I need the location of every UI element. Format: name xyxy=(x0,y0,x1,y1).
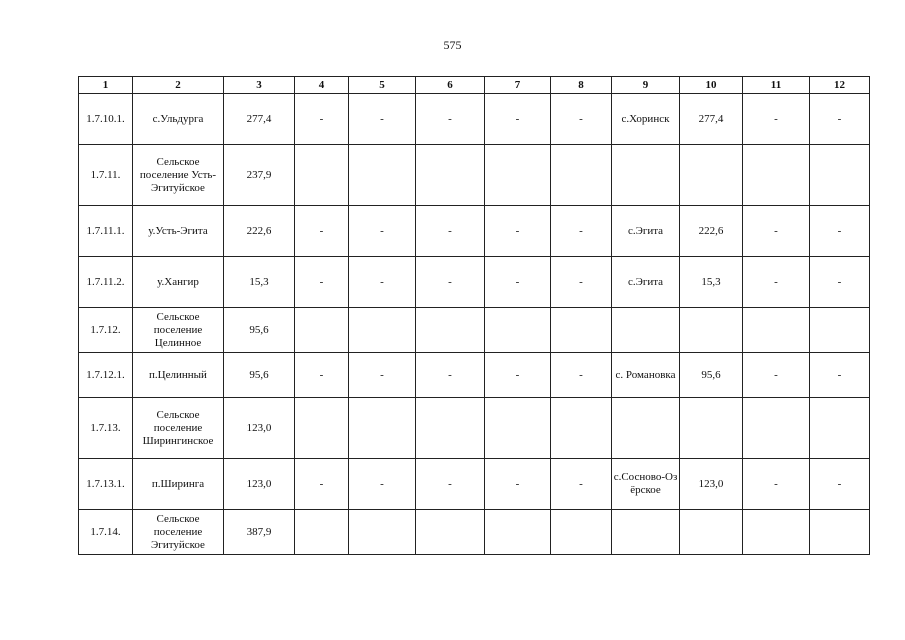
column-header: 12 xyxy=(810,77,870,94)
table-cell: - xyxy=(743,206,810,257)
table-cell xyxy=(416,145,485,206)
table-cell: 222,6 xyxy=(680,206,743,257)
table-cell xyxy=(551,398,612,459)
table-cell xyxy=(743,145,810,206)
table-cell: - xyxy=(295,206,349,257)
table-cell: п.Целинный xyxy=(133,353,224,398)
table-cell: - xyxy=(295,459,349,510)
table-cell xyxy=(680,308,743,353)
table-cell: 123,0 xyxy=(224,459,295,510)
table-cell: - xyxy=(743,257,810,308)
table-cell: - xyxy=(349,94,416,145)
page-number: 575 xyxy=(443,38,462,52)
table-row xyxy=(79,459,870,510)
table-cell xyxy=(295,308,349,353)
table-cell: Сельское поселение Усть-Эгитуйское xyxy=(133,145,224,206)
table-cell xyxy=(612,398,680,459)
column-header: 6 xyxy=(416,77,485,94)
table-cell: 123,0 xyxy=(680,459,743,510)
table-body xyxy=(79,94,870,555)
table-cell: - xyxy=(551,257,612,308)
table-cell: - xyxy=(416,206,485,257)
table-cell: 1.7.11.2. xyxy=(79,257,133,308)
table-cell: Сельское поселение Эгитуйское xyxy=(133,510,224,555)
table-cell xyxy=(349,308,416,353)
table-cell xyxy=(485,308,551,353)
table-cell: - xyxy=(295,353,349,398)
table-row xyxy=(79,145,870,206)
table-cell: - xyxy=(485,257,551,308)
table-cell: - xyxy=(551,94,612,145)
table-cell xyxy=(680,398,743,459)
table-cell xyxy=(743,308,810,353)
table-cell: - xyxy=(349,353,416,398)
table-cell: 95,6 xyxy=(224,353,295,398)
table-cell xyxy=(295,510,349,555)
table-cell: с.Ульдурга xyxy=(133,94,224,145)
table-cell xyxy=(551,145,612,206)
table-cell: - xyxy=(810,206,870,257)
table-cell: 15,3 xyxy=(680,257,743,308)
table-cell: 222,6 xyxy=(224,206,295,257)
table-cell: - xyxy=(485,459,551,510)
table-cell xyxy=(551,308,612,353)
column-header: 4 xyxy=(295,77,349,94)
table-cell xyxy=(743,398,810,459)
table-cell xyxy=(680,145,743,206)
table-cell xyxy=(743,510,810,555)
table-cell: 123,0 xyxy=(224,398,295,459)
column-header: 2 xyxy=(133,77,224,94)
table-row xyxy=(79,398,870,459)
table-cell: с.Сосново-Озёрское xyxy=(612,459,680,510)
table-cell: - xyxy=(485,353,551,398)
table-cell: - xyxy=(485,94,551,145)
table-cell: 1.7.12.1. xyxy=(79,353,133,398)
table-cell: - xyxy=(810,353,870,398)
table-cell: у.Усть-Эгита xyxy=(133,206,224,257)
table-cell: - xyxy=(295,94,349,145)
column-header: 1 xyxy=(79,77,133,94)
column-header: 11 xyxy=(743,77,810,94)
table-cell xyxy=(551,510,612,555)
header-row xyxy=(79,77,870,94)
table-cell: 1.7.11.1. xyxy=(79,206,133,257)
table-cell: 1.7.14. xyxy=(79,510,133,555)
table-cell xyxy=(349,510,416,555)
table-cell: с. Романовка xyxy=(612,353,680,398)
table-cell: - xyxy=(810,459,870,510)
table-cell: - xyxy=(349,257,416,308)
table-row xyxy=(79,257,870,308)
table-cell: - xyxy=(743,94,810,145)
table-cell xyxy=(295,398,349,459)
table-cell xyxy=(416,308,485,353)
table-cell: 387,9 xyxy=(224,510,295,555)
table-cell: 277,4 xyxy=(224,94,295,145)
table-cell: с.Эгита xyxy=(612,206,680,257)
table-cell: 1.7.11. xyxy=(79,145,133,206)
table-cell xyxy=(612,510,680,555)
table-cell: - xyxy=(416,257,485,308)
table-cell: 15,3 xyxy=(224,257,295,308)
table-cell: 237,9 xyxy=(224,145,295,206)
table-cell: 1.7.12. xyxy=(79,308,133,353)
table-cell: 95,6 xyxy=(680,353,743,398)
table-cell: 1.7.13. xyxy=(79,398,133,459)
table-cell: у.Хангир xyxy=(133,257,224,308)
table-cell: - xyxy=(349,459,416,510)
table-cell xyxy=(810,145,870,206)
table-cell: 95,6 xyxy=(224,308,295,353)
column-header: 10 xyxy=(680,77,743,94)
table-cell: - xyxy=(551,206,612,257)
table-cell xyxy=(485,398,551,459)
table-cell xyxy=(416,510,485,555)
table-row xyxy=(79,353,870,398)
table-cell: 1.7.10.1. xyxy=(79,94,133,145)
table-row xyxy=(79,94,870,145)
table-cell xyxy=(810,398,870,459)
table-cell: с.Хоринск xyxy=(612,94,680,145)
table-cell xyxy=(810,308,870,353)
column-header: 5 xyxy=(349,77,416,94)
table-cell: Сельское поселение Целинное xyxy=(133,308,224,353)
table-row xyxy=(79,308,870,353)
table-cell: - xyxy=(810,257,870,308)
table-cell: - xyxy=(295,257,349,308)
table-cell xyxy=(349,145,416,206)
table-cell: - xyxy=(416,459,485,510)
data-table xyxy=(78,76,870,555)
table-cell: - xyxy=(416,353,485,398)
table-cell xyxy=(349,398,416,459)
table-cell: - xyxy=(743,459,810,510)
table-cell xyxy=(680,510,743,555)
table-row xyxy=(79,510,870,555)
table-cell: - xyxy=(551,459,612,510)
table-cell xyxy=(612,308,680,353)
table-cell: п.Ширинга xyxy=(133,459,224,510)
table-cell: - xyxy=(743,353,810,398)
table-row xyxy=(79,206,870,257)
table-cell: - xyxy=(810,94,870,145)
table-cell xyxy=(612,145,680,206)
table-cell: - xyxy=(416,94,485,145)
table-cell xyxy=(485,145,551,206)
table-cell: Сельское поселение Ширингинское xyxy=(133,398,224,459)
column-header: 9 xyxy=(612,77,680,94)
column-header: 3 xyxy=(224,77,295,94)
column-header: 7 xyxy=(485,77,551,94)
table-cell xyxy=(295,145,349,206)
table-cell xyxy=(416,398,485,459)
table-cell: с.Эгита xyxy=(612,257,680,308)
table-cell: 1.7.13.1. xyxy=(79,459,133,510)
table-cell: - xyxy=(349,206,416,257)
column-header: 8 xyxy=(551,77,612,94)
table-cell: 277,4 xyxy=(680,94,743,145)
table-cell: - xyxy=(551,353,612,398)
table-cell xyxy=(485,510,551,555)
table-cell: - xyxy=(485,206,551,257)
table-cell xyxy=(810,510,870,555)
